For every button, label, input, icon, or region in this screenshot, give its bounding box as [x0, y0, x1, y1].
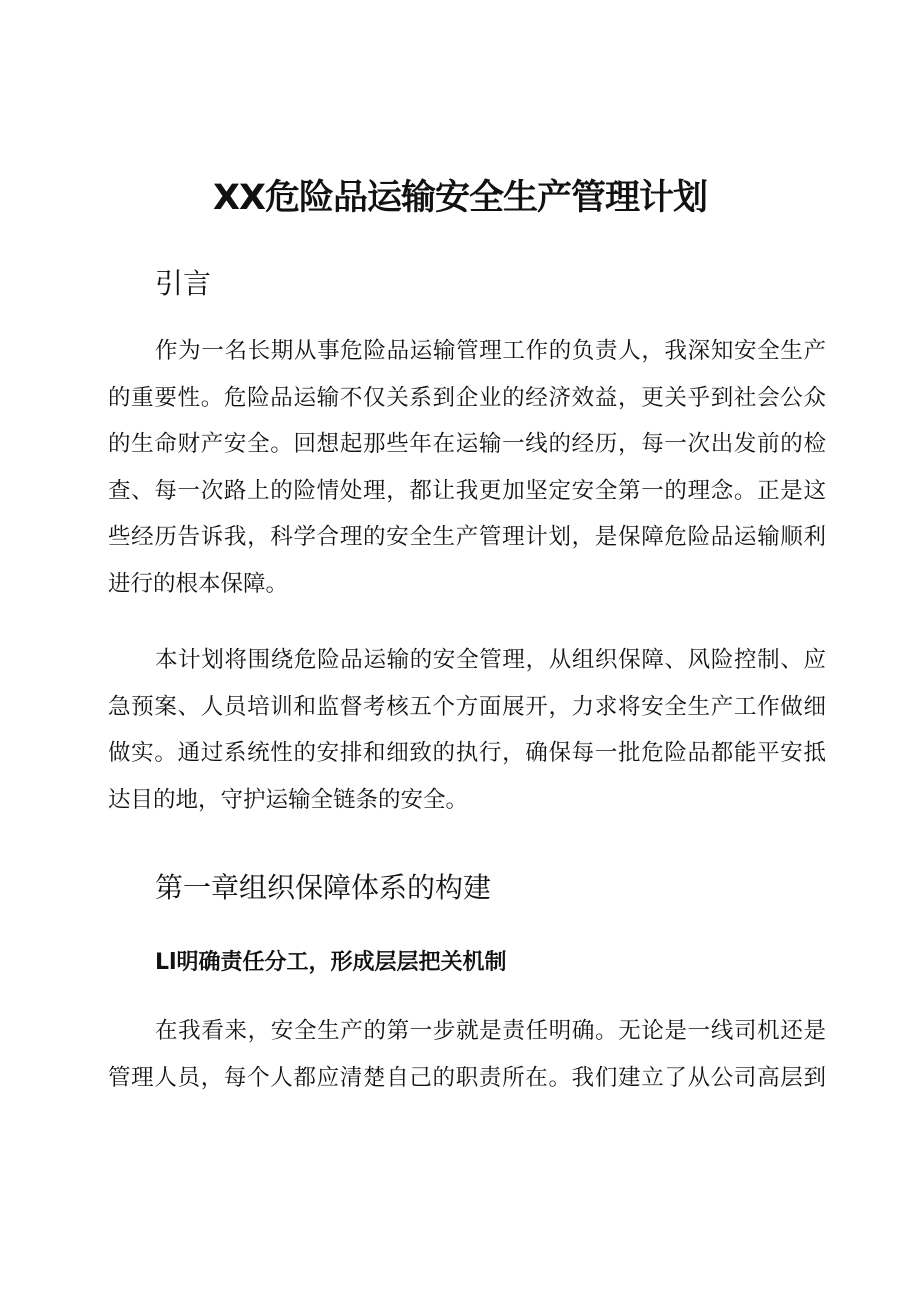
subsection-heading-1-1: Ll明确责任分工，形成层层把关机制 [155, 950, 507, 975]
paragraph-line: 些经历告诉我，科学合理的安全生产管理计划，是保障危险品运输顺利 [108, 524, 826, 550]
paragraph-line: 查、每一次路上的险情处理，都让我更加坚定安全第一的理念。正是这 [108, 477, 826, 504]
chapter-heading-1: 第一章组织保障体系的构建 [155, 871, 492, 904]
chapter1-paragraph-1 [108, 1008, 826, 1101]
intro-paragraph-1 [108, 328, 826, 607]
intro-paragraph-2 [108, 637, 826, 823]
paragraph-line: 在我看来，安全生产的第一步就是责任明确。无论是一线司机还是 [155, 1018, 826, 1044]
paragraph-line: 本计划将围绕危险品运输的安全管理，从组织保障、风险控制、应 [155, 647, 826, 673]
paragraph-line: 进行的根本保障。 [108, 570, 289, 597]
paragraph-line: 的生命财产安全。回想起那些年在运输一线的经历，每一次出发前的检 [108, 431, 826, 457]
section-heading-intro: 引言 [155, 267, 212, 300]
paragraph-line: 的重要性。危险品运输不仅关系到企业的经济效益，更关乎到社会公众 [108, 384, 826, 411]
paragraph-line: 达目的地，守护运输全链条的安全。 [108, 786, 469, 813]
paragraph-line: 做实。通过系统性的安排和细致的执行，确保每一批危险品都能平安抵 [108, 740, 826, 766]
paragraph-line: 急预案、人员培训和监督考核五个方面展开，力求将安全生产工作做细 [108, 693, 826, 720]
paragraph-line: 作为一名长期从事危险品运输管理工作的负责人，我深知安全生产 [155, 338, 826, 364]
paragraph-line: 管理人员，每个人都应清楚自己的职责所在。我们建立了从公司高层到 [108, 1064, 826, 1091]
document-title: XX危险品运输安全生产管理计划 [213, 178, 707, 218]
